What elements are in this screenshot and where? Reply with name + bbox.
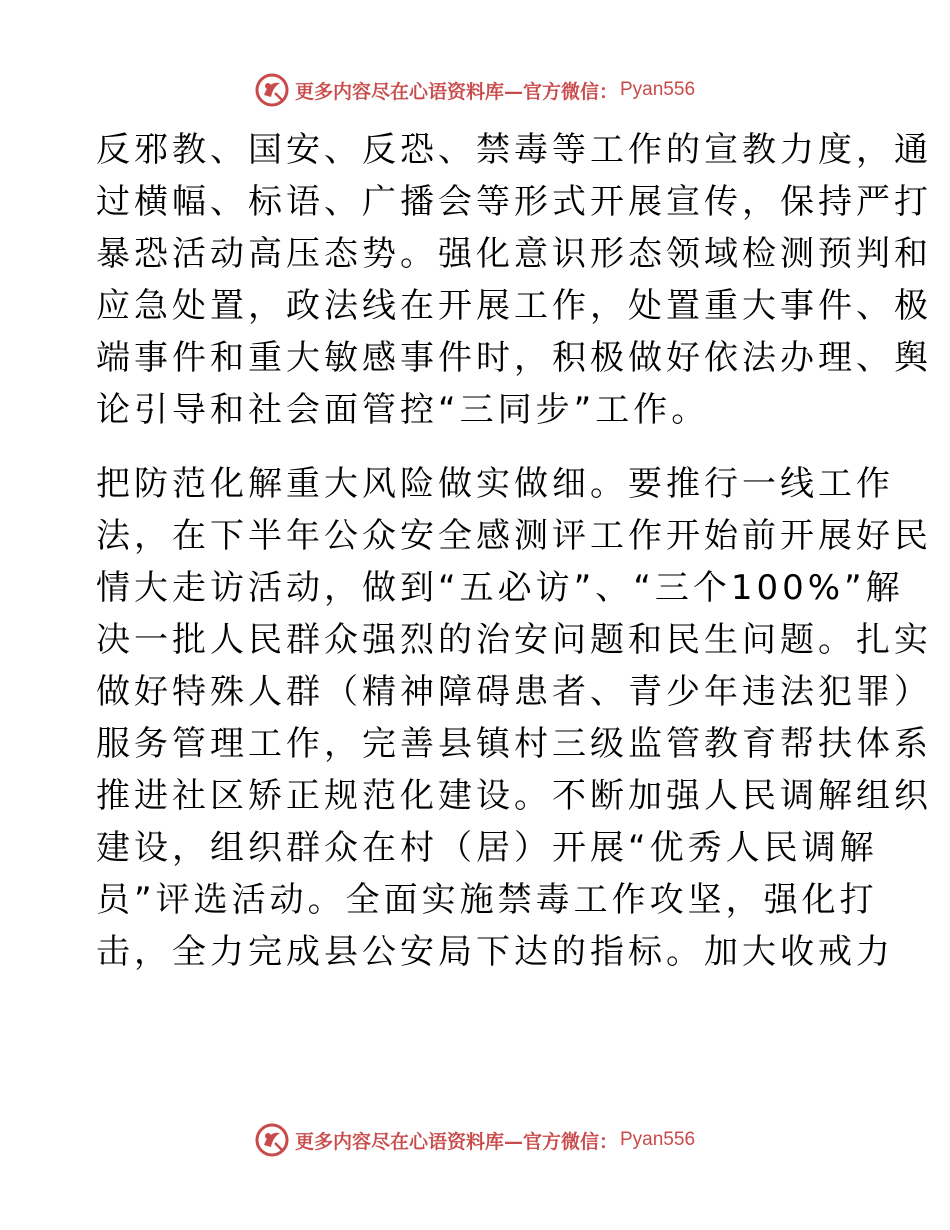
text-line: 过横幅、标语、广播会等形式开展宣传，保持严打 [96,182,932,222]
text-line: 论引导和社会面管控“三同步”工作。 [96,390,710,430]
document-body [96,124,932,978]
footer-banner-contact: Pyan556 [620,1129,696,1150]
text-line: 建设，组织群众在村（居）开展“优秀人民调解 [96,828,878,868]
red-swirl-logo-icon [255,73,289,107]
paragraph [96,124,932,436]
text-line: 应急处置，政法线在开展工作，处置重大事件、极 [96,286,932,326]
text-line: 决一批人民群众强烈的治安问题和民生问题。扎实 [96,620,932,660]
text-line: 做好特殊人群（精神障碍患者、青少年违法犯罪） [96,672,932,712]
text-line: 推进社区矫正规范化建设。不断加强人民调解组织 [96,776,932,816]
header-banner-text: 更多内容尽在心语资料库—官方微信： [294,80,618,103]
red-swirl-logo-icon [255,1123,289,1157]
text-line: 法，在下半年公众安全感测评工作开始前开展好民 [96,516,932,556]
paragraph [96,458,932,978]
text-line: 端事件和重大敏感事件时，积极做好依法办理、舆 [96,338,932,378]
text-line: 服务管理工作，完善县镇村三级监管教育帮扶体系 [96,724,932,764]
text-line: 击，全力完成县公安局下达的指标。加大收戒力 [96,932,894,972]
header-banner [0,70,950,110]
paragraph-gap [96,436,866,458]
text-line: 把防范化解重大风险做实做细。要推行一线工作 [96,464,894,504]
text-line: 员”评选活动。全面实施禁毒工作攻坚，强化打 [96,880,878,920]
text-line: 情大走访活动，做到“五必访”、“三个100%”解 [96,568,904,608]
text-line: 反邪教、国安、反恐、禁毒等工作的宣教力度，通 [96,130,932,170]
text-line: 暴恐活动高压态势。强化意识形态领域检测预判和 [96,234,932,274]
footer-banner [0,1120,950,1160]
footer-banner-text: 更多内容尽在心语资料库—官方微信： [294,1130,618,1153]
header-banner-contact: Pyan556 [620,79,696,100]
